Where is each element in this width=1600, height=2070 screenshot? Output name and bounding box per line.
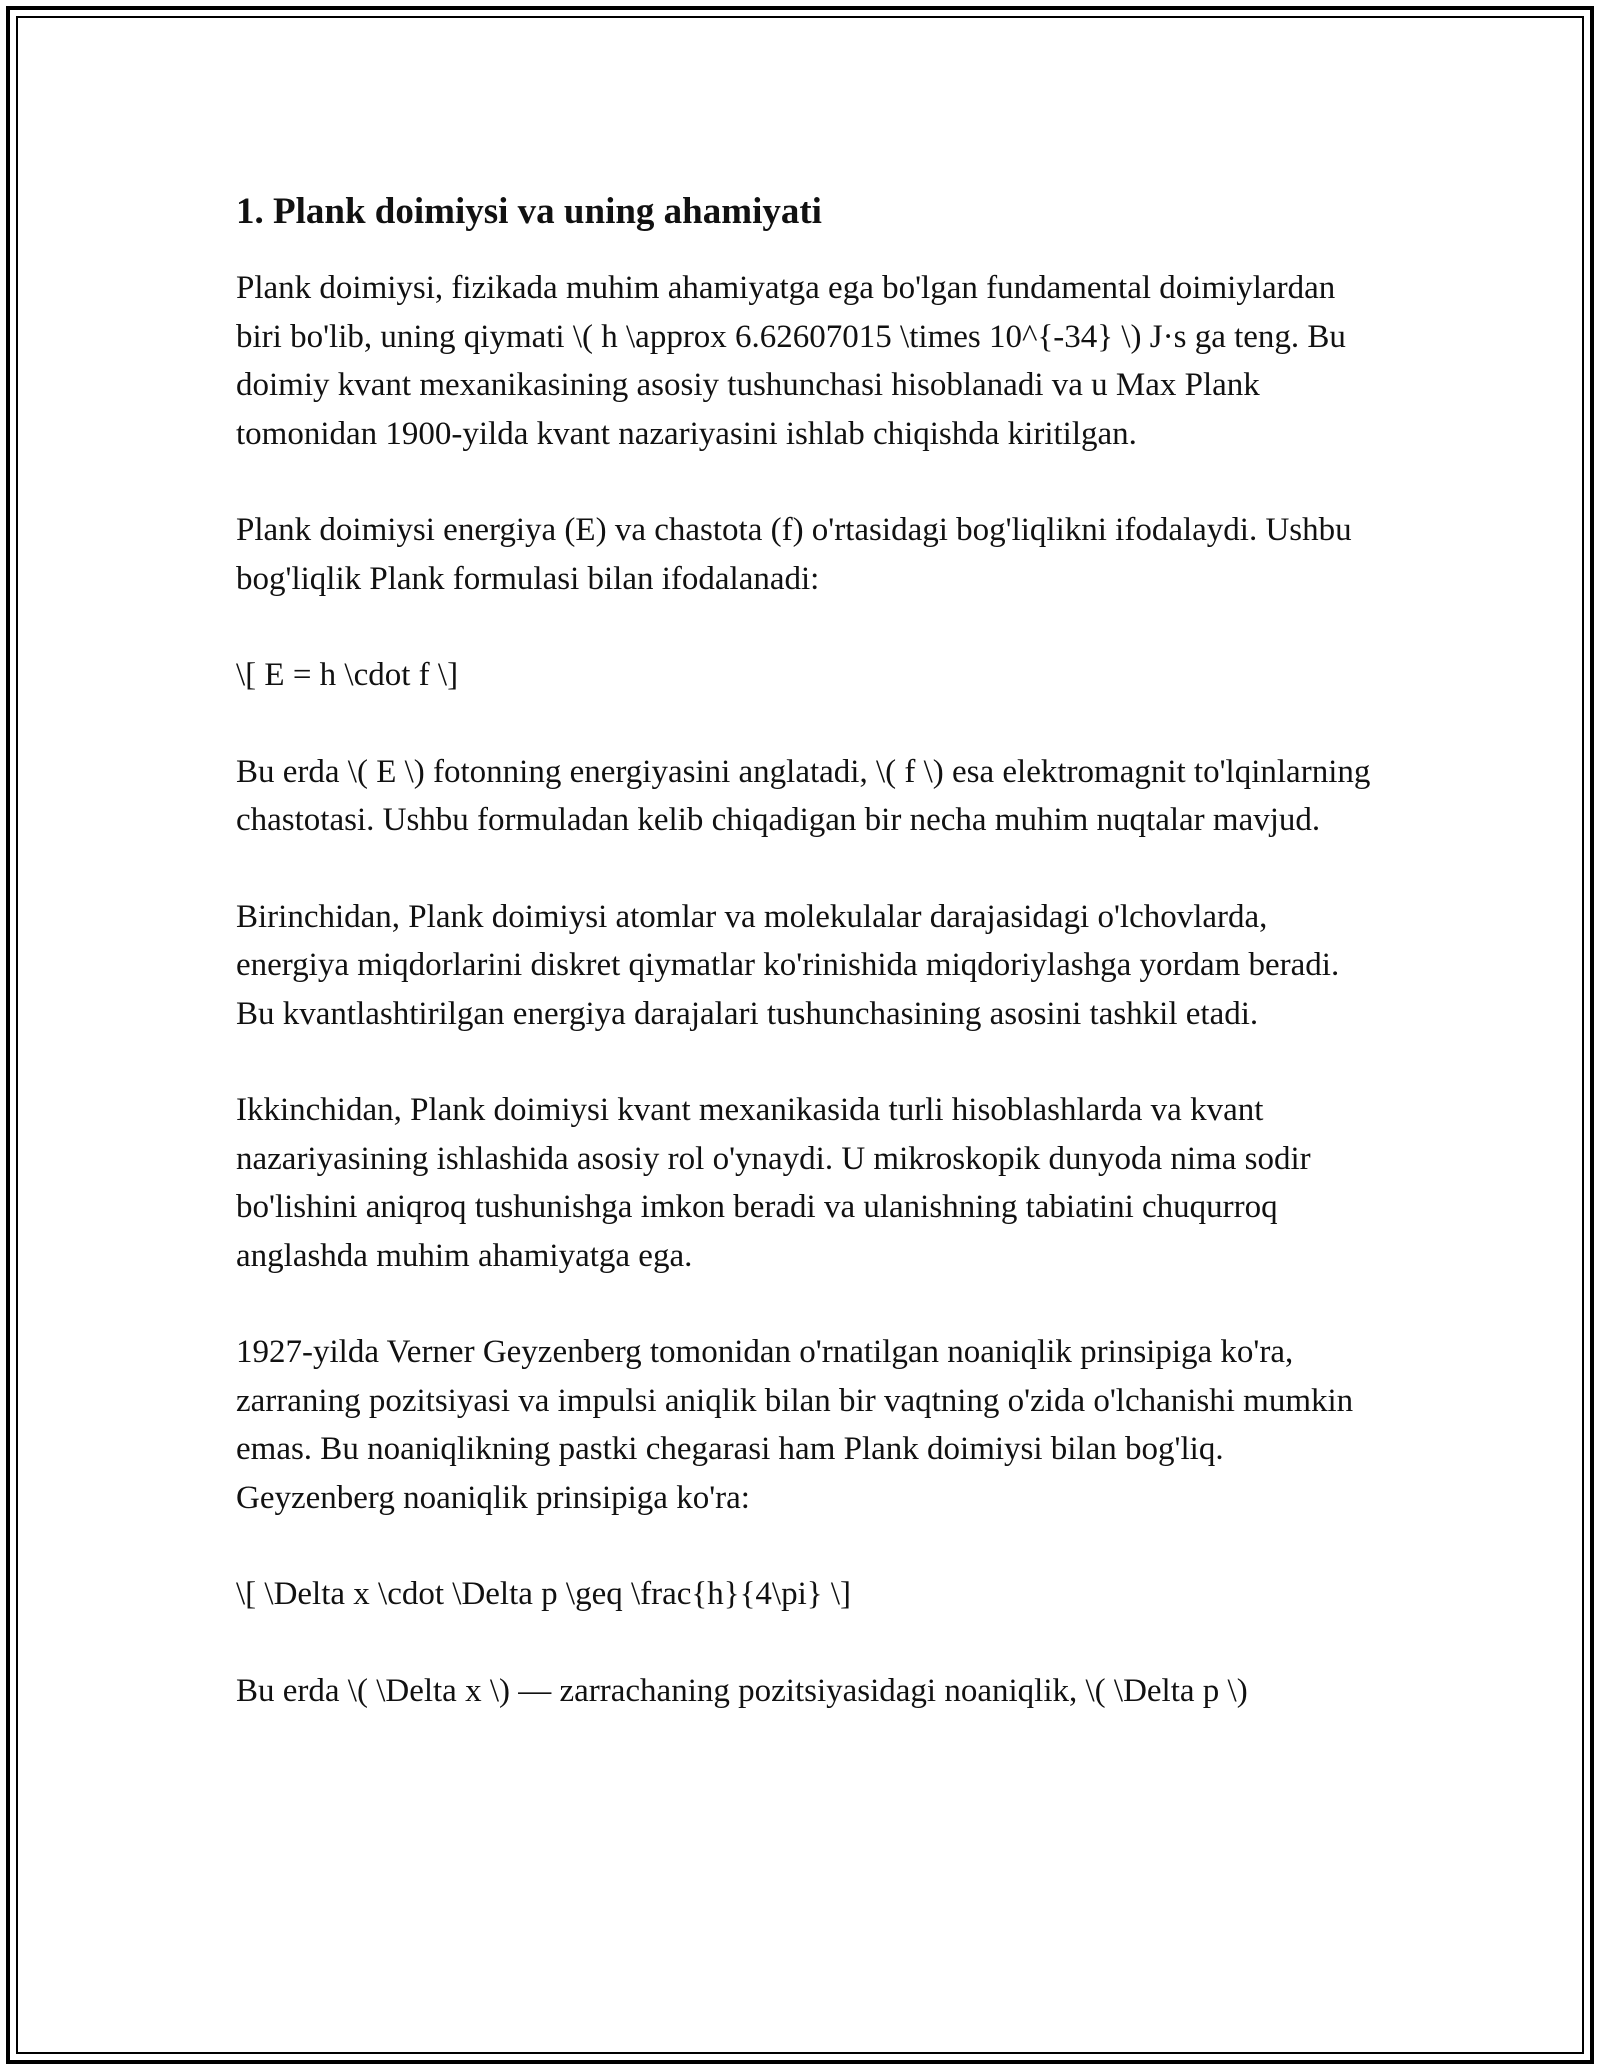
document-body [236, 186, 1376, 1715]
formula-uncertainty: \[ \Delta x \cdot \Delta p \geq \frac{h}{4\pi} \] [236, 1576, 852, 1612]
paragraph-first-point: Birinchidan, Plank doimiysi atomlar va molekulalar darajasidagi o'lchovlarda, energiya miqdorlarini diskret qiymatlar ko'rinishida miqdoriylashga yordam beradi. Bu kvantlashtirilgan energiya darajalari tushunchasining asosini tashkil etadi. [236, 898, 1340, 1032]
paragraph-second-point: Ikkinchidan, Plank doimiysi kvant mexanikasida turli hisoblashlarda va kvant nazariyasining ishlashida asosiy rol o'ynaydi. U mikroskopik dunyoda nima sodir bo'lishini aniqroq tushunishga imkon beradi va ulanishning tabiatini chuqurroq anglashda muhim ahamiyatga ega. [236, 1092, 1311, 1274]
paragraph-uncertainty: 1927-yilda Verner Geyzenberg tomonidan o'rnatilgan noaniqlik prinsipiga ko'ra, zarraning pozitsiyasi va impulsi aniqlik bilan bir vaqtning o'zida o'lchanishi mumkin emas. Bu noaniqlikning pastki chegarasi ham Plank doimiysi bilan bog'liq. Geyzenberg noaniqlik prinsipiga ko'ra: [236, 1334, 1354, 1516]
formula-planck: \[ E = h \cdot f \] [236, 657, 459, 693]
paragraph-energy-frequency: Plank doimiysi energiya (E) va chastota (f) o'rtasidagi bog'liqlikni ifodalaydi. Ushbu bog'liqlik Plank formulasi bilan ifodalanadi: [236, 512, 1352, 597]
paragraph-intro: Plank doimiysi, fizikada muhim ahamiyatga ega bo'lgan fundamental doimiylardan biri bo'lib, uning qiymati \( h \approx 6.62607015 \times 10^{-34} \) J·s ga teng. Bu doimiy kvant mexanikasining asosiy tushunchasi hisoblanadi va u Max Plank tomonidan 1900-yilda kvant nazariyasini ishlab chiqishda kiritilgan. [236, 270, 1346, 452]
section-heading: 1. Plank doimiysi va uning ahamiyati [236, 191, 822, 232]
paragraph-uncertainty-explanation: Bu erda \( \Delta x \) — zarrachaning pozitsiyasidagi noaniqlik, \( \Delta p \) [236, 1672, 1248, 1709]
paragraph-formula-explanation: Bu erda \( E \) fotonning energiyasini anglatadi, \( f \) esa elektromagnit to'lqinlarning chastotasi. Ushbu formuladan kelib chiqadigan bir necha muhim nuqtalar mavjud. [236, 753, 1371, 838]
